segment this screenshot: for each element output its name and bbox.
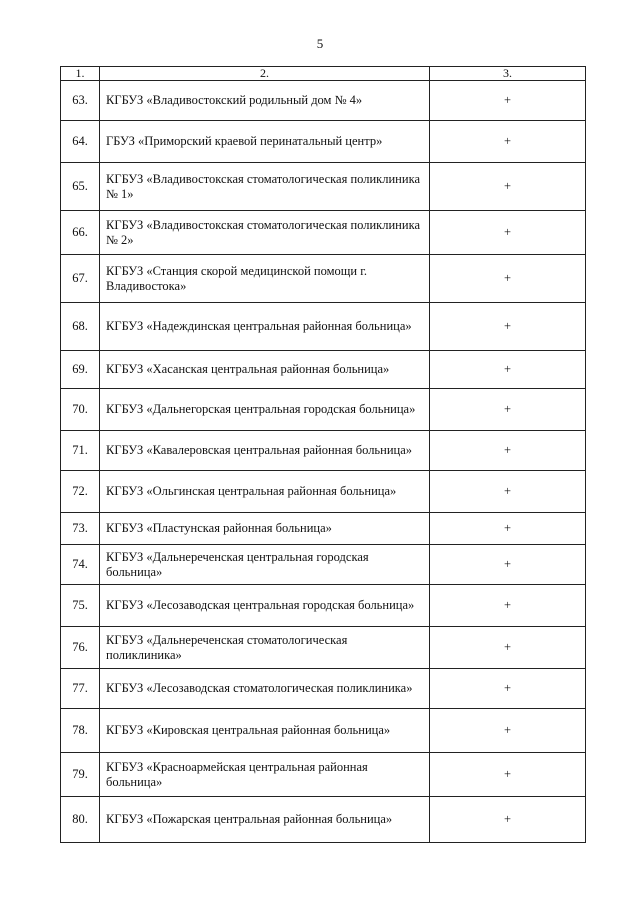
page-number: 5 (316, 36, 324, 51)
institution-name: КГБУЗ «Владивостокский родильный дом № 4» (100, 81, 430, 121)
table-row (61, 211, 586, 255)
table-row (61, 81, 586, 121)
participation-mark: + (430, 709, 586, 753)
participation-mark: + (430, 303, 586, 351)
participation-mark: + (430, 513, 586, 545)
institutions-table (60, 66, 586, 843)
row-number: 67. (61, 255, 100, 303)
table-row (61, 585, 586, 627)
table-row (61, 431, 586, 471)
row-number: 68. (61, 303, 100, 351)
institution-name: КГБУЗ «Лесозаводская центральная городская больница» (100, 585, 430, 627)
institution-name: КГБУЗ «Лесозаводская стоматологическая поликлиника» (100, 669, 430, 709)
table-row (61, 471, 586, 513)
row-number: 72. (61, 471, 100, 513)
row-number: 79. (61, 753, 100, 797)
participation-mark: + (430, 627, 586, 669)
row-number: 64. (61, 121, 100, 163)
institution-name: КГБУЗ «Владивостокская стоматологическая поликлиника № 1» (100, 163, 430, 211)
institution-name: КГБУЗ «Кировская центральная районная больница» (100, 709, 430, 753)
institution-name: КГБУЗ «Красноармейская центральная районная больница» (100, 753, 430, 797)
participation-mark: + (430, 797, 586, 843)
institution-name: КГБУЗ «Дальнегорская центральная городская больница» (100, 389, 430, 431)
row-number: 74. (61, 545, 100, 585)
institution-name: КГБУЗ «Ольгинская центральная районная больница» (100, 471, 430, 513)
table-header-row (61, 67, 586, 81)
table-row (61, 163, 586, 211)
column-header-name: 2. (100, 67, 430, 81)
row-number: 71. (61, 431, 100, 471)
table-row (61, 255, 586, 303)
row-number: 73. (61, 513, 100, 545)
participation-mark: + (430, 753, 586, 797)
institution-name: ГБУЗ «Приморский краевой перинатальный центр» (100, 121, 430, 163)
table-row (61, 627, 586, 669)
participation-mark: + (430, 81, 586, 121)
institution-name: КГБУЗ «Надеждинская центральная районная больница» (100, 303, 430, 351)
participation-mark: + (430, 255, 586, 303)
institution-name: КГБУЗ «Кавалеровская центральная районная больница» (100, 431, 430, 471)
row-number: 75. (61, 585, 100, 627)
institution-name: КГБУЗ «Пластунская районная больница» (100, 513, 430, 545)
institution-name: КГБУЗ «Владивостокская стоматологическая поликлиника № 2» (100, 211, 430, 255)
participation-mark: + (430, 585, 586, 627)
participation-mark: + (430, 121, 586, 163)
row-number: 77. (61, 669, 100, 709)
institution-name: КГБУЗ «Дальнереченская стоматологическая поликлиника» (100, 627, 430, 669)
table-row (61, 303, 586, 351)
table-row (61, 545, 586, 585)
participation-mark: + (430, 545, 586, 585)
participation-mark: + (430, 211, 586, 255)
row-number: 76. (61, 627, 100, 669)
table-row (61, 753, 586, 797)
institution-name: КГБУЗ «Пожарская центральная районная больница» (100, 797, 430, 843)
participation-mark: + (430, 669, 586, 709)
table-row (61, 121, 586, 163)
row-number: 65. (61, 163, 100, 211)
table-row (61, 709, 586, 753)
participation-mark: + (430, 471, 586, 513)
institution-name: КГБУЗ «Дальнереченская центральная городская больница» (100, 545, 430, 585)
table-row (61, 797, 586, 843)
column-header-number: 1. (61, 67, 100, 81)
row-number: 69. (61, 351, 100, 389)
row-number: 80. (61, 797, 100, 843)
table-row (61, 513, 586, 545)
row-number: 78. (61, 709, 100, 753)
institution-name: КГБУЗ «Станция скорой медицинской помощи г. Владивостока» (100, 255, 430, 303)
table-row (61, 389, 586, 431)
table-row (61, 351, 586, 389)
institution-name: КГБУЗ «Хасанская центральная районная больница» (100, 351, 430, 389)
participation-mark: + (430, 163, 586, 211)
column-header-mark: 3. (430, 67, 586, 81)
row-number: 70. (61, 389, 100, 431)
row-number: 66. (61, 211, 100, 255)
participation-mark: + (430, 389, 586, 431)
participation-mark: + (430, 431, 586, 471)
participation-mark: + (430, 351, 586, 389)
row-number: 63. (61, 81, 100, 121)
table-row (61, 669, 586, 709)
